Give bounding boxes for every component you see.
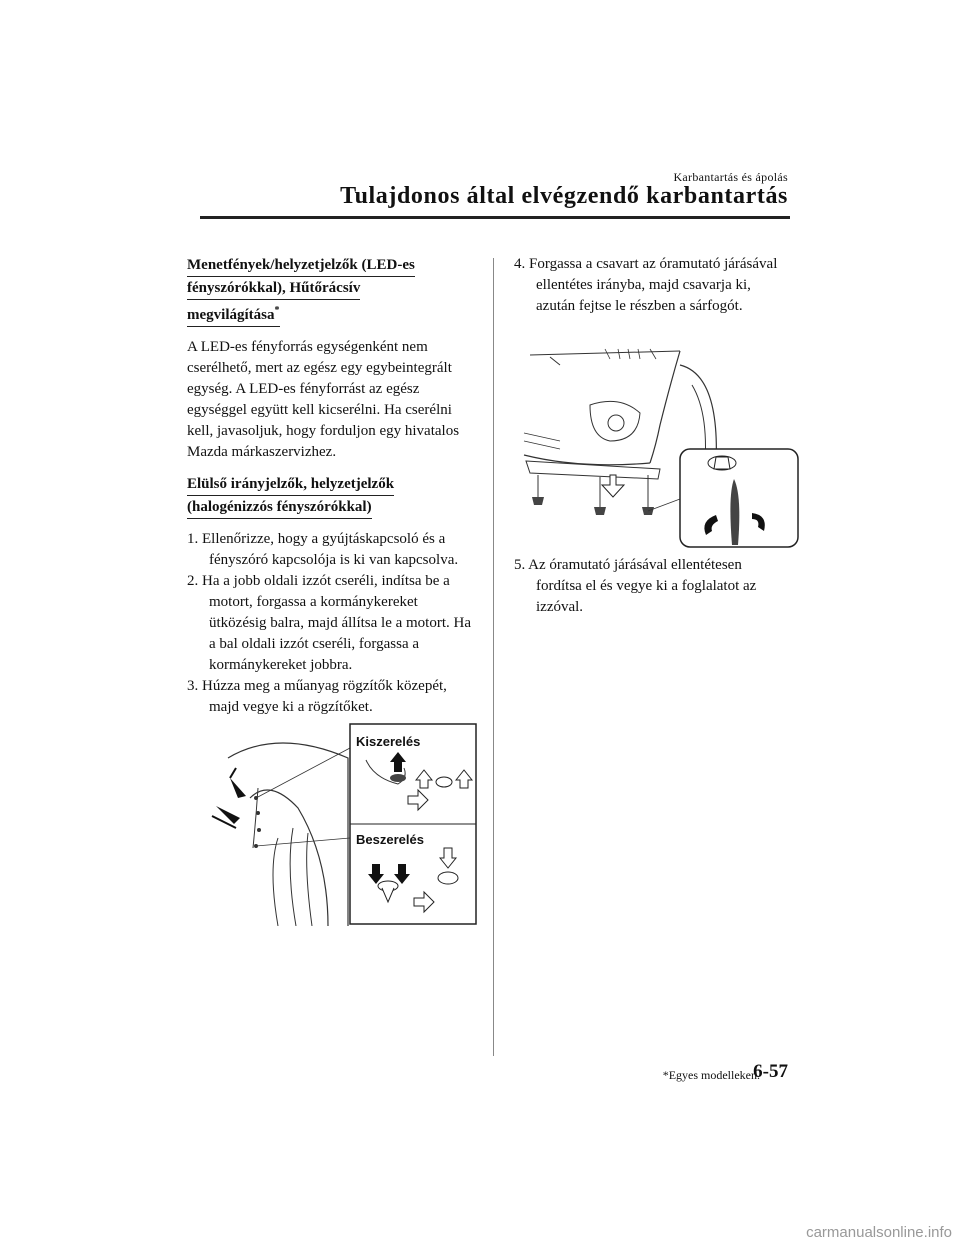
right-column — [514, 254, 784, 317]
down-arrow-icon — [602, 475, 624, 497]
step-5: 5. Az óramutató járásával ellentétesen fordítsa el és vegye ki a foglalatot az izzóval. — [514, 557, 757, 615]
step-2: 2. Ha a jobb oldali izzót cseréli, indítsa be a motort, forgassa a kormánykereket ütközésig balra, majd állítsa le a motort. Ha a bal oldali izzót cseréli, forgassa a kormánykereket jobbra. — [187, 573, 472, 673]
step-1: 1. Ellenőrizze, hogy a gyújtáskapcsoló és a fényszóró kapcsolója is ki van kapcsolva. — [187, 531, 459, 568]
clip-illustration — [208, 718, 480, 926]
step-3: 3. Húzza meg a műanyag rögzítők közepét, majd vegye ki a rögzítőket. — [187, 678, 447, 715]
clip-figure — [208, 718, 480, 926]
steps-list — [187, 529, 477, 718]
column-divider — [493, 258, 494, 1056]
pointer-arrow-icon — [230, 778, 246, 798]
screw-figure — [520, 345, 800, 550]
left-column — [187, 254, 477, 718]
detail-inset — [680, 449, 798, 547]
chapter-title: Tulajdonos által elvégzendő karbantartás — [340, 183, 788, 209]
label-remove: Kiszerelés — [356, 734, 421, 749]
watermark: carmanualsonline.info — [806, 1224, 952, 1241]
page-number: 6-57 — [753, 1061, 788, 1082]
header-rule — [200, 216, 790, 219]
heading-led-lights: Menetfények/helyzetjelzők (LED-es fényszórókkal), Hűtőrácsív megvilágítása* — [187, 254, 477, 327]
label-install: Beszerelés — [356, 832, 424, 847]
step-4: 4. Forgassa a csavart az óramutató járásával ellentétes irányba, majd csavarja ki, azután fejtse le részben a sárfogót. — [514, 256, 778, 314]
pointer-arrow-icon — [216, 806, 240, 824]
led-paragraph: A LED-es fényforrás egységenként nem cserélhető, mert az egész egy egybeintegrált egység. A LED-es fényforrást az egész egységgel együtt kell kicserélni. Ha cserélni kell, javasoljuk, hogy forduljon egy hivatalos Mazda márkaszervizhez. — [187, 339, 460, 460]
heading-front-turn-signals: Elülső irányjelzők, helyzetjelzők (halogénizzós fényszórókkal) — [187, 473, 477, 519]
right-column-lower — [514, 555, 784, 618]
section-title: Karbantartás és ápolás — [673, 170, 788, 184]
footnote: *Egyes modelleken. — [662, 1068, 760, 1082]
bumper-illustration — [520, 345, 800, 550]
